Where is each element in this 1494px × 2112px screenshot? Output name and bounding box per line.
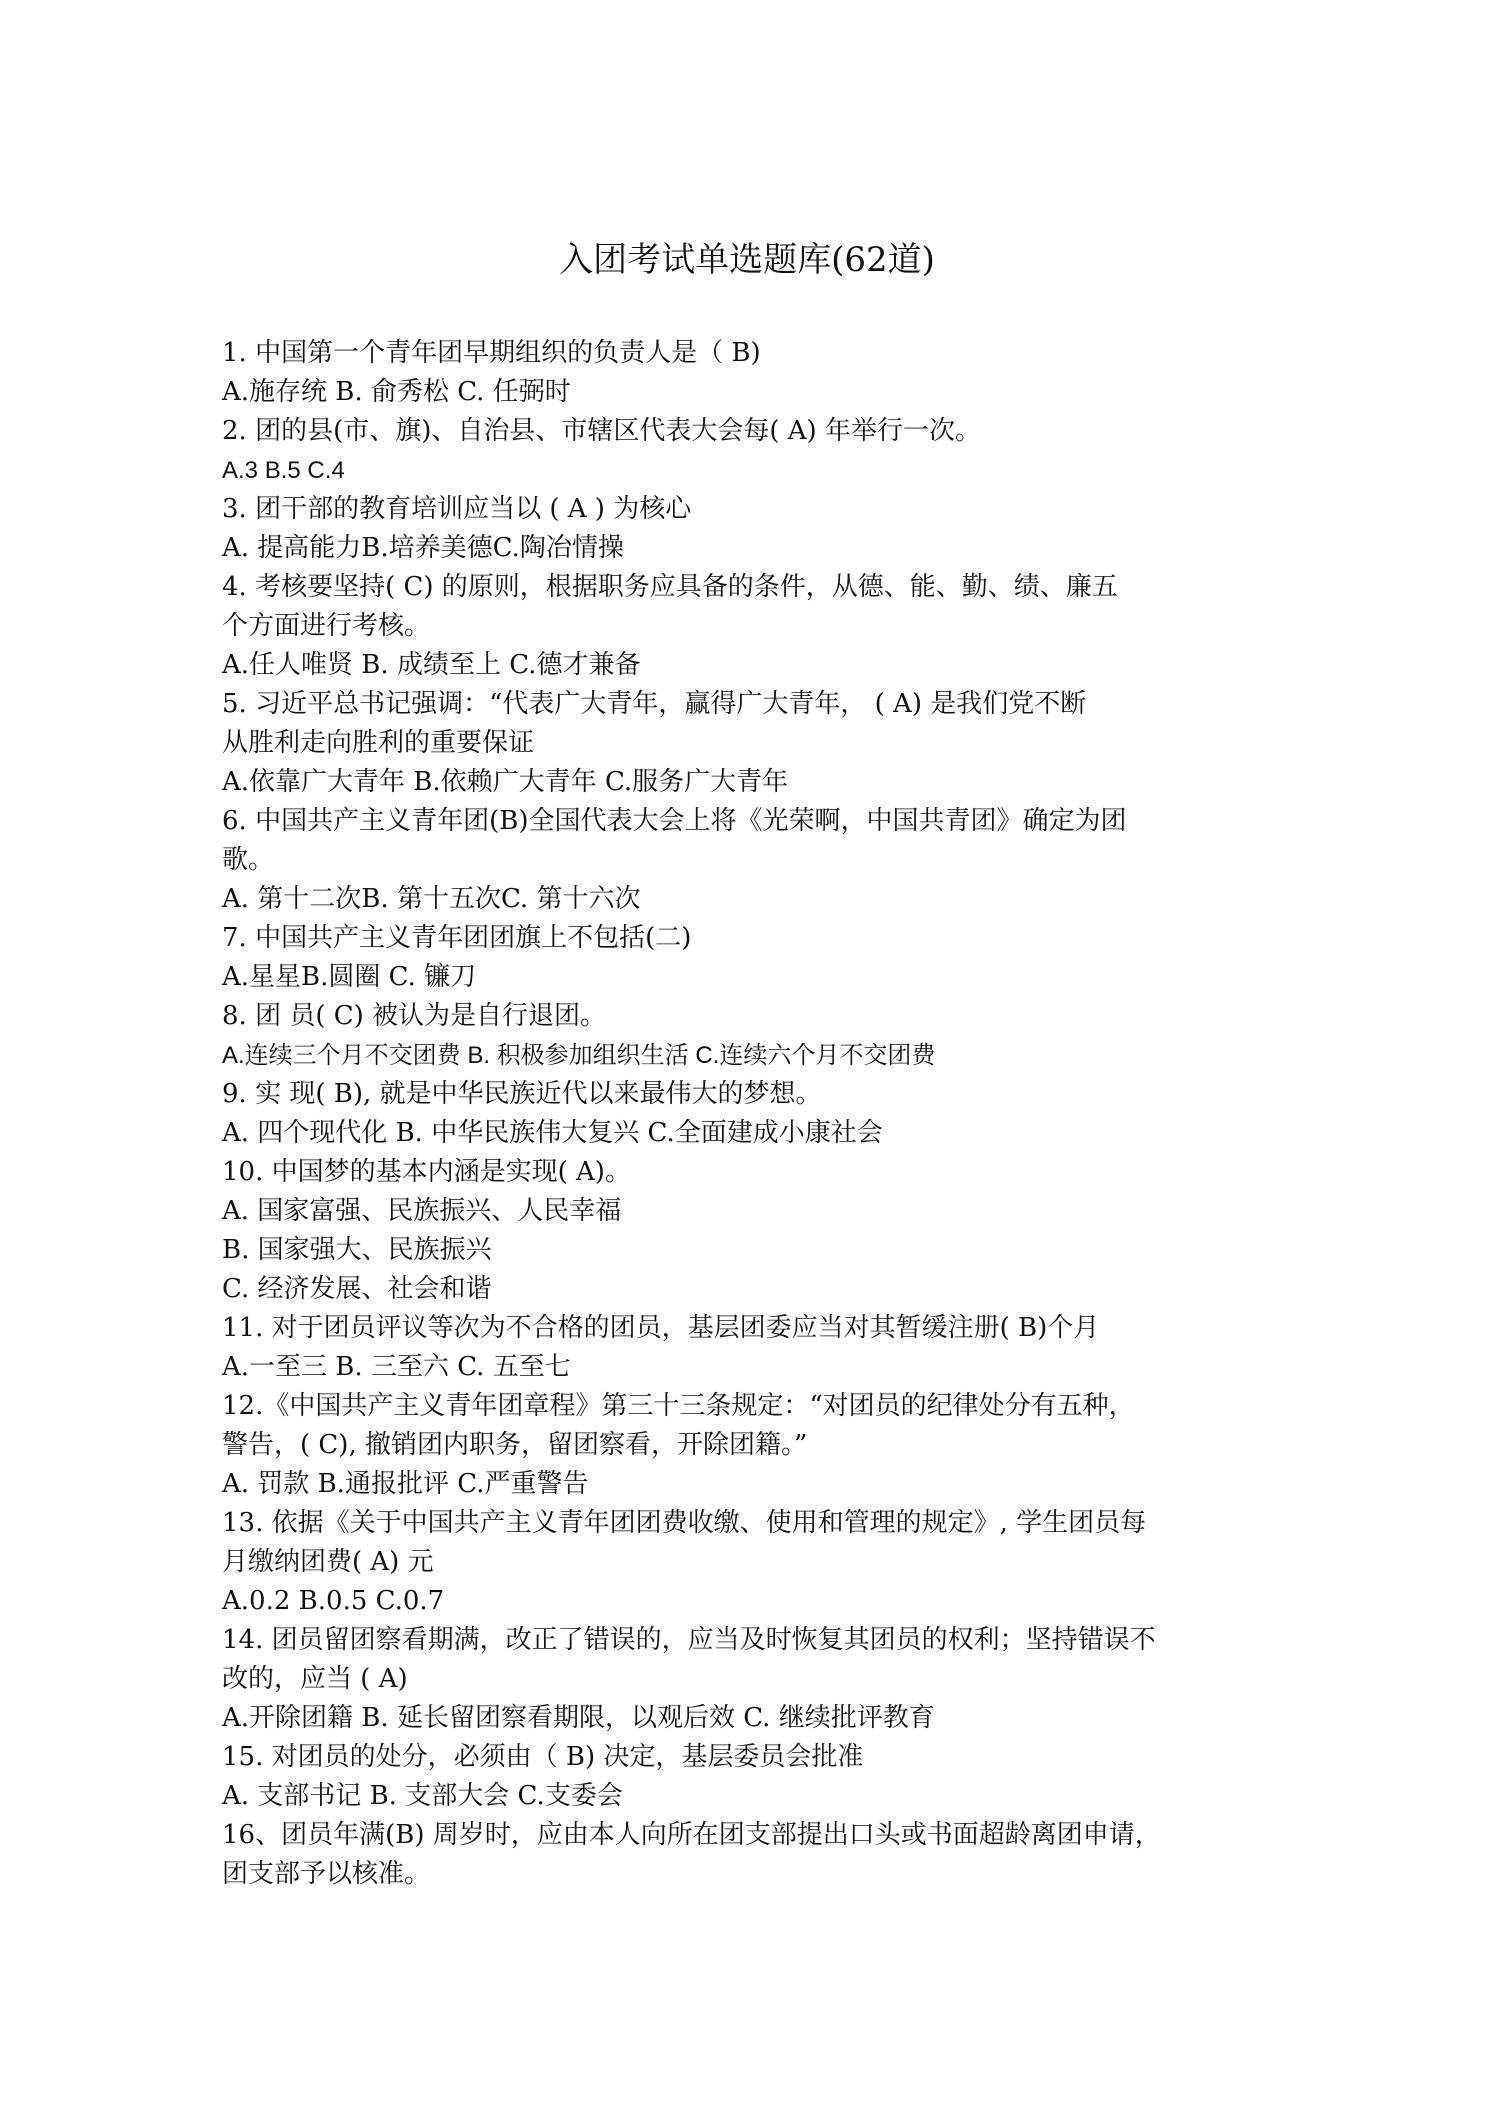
- question-2: 2. 团的县(市、旗)、自治县、市辖区代表大会每( A) 年举行一次。: [222, 416, 981, 446]
- document-title: 入团考试单选题库(62道): [559, 240, 935, 280]
- question-11-options: A.一至三 B. 三至六 C. 五至七: [222, 1352, 571, 1382]
- question-2-options: A.3 B.5 C.4: [222, 457, 345, 484]
- question-5: 5. 习近平总书记强调：“代表广大青年，赢得广大青年， ( A) 是我们党不断: [222, 689, 1087, 719]
- question-7: 7. 中国共产主义青年团团旗上不包括(二): [222, 923, 692, 953]
- question-8: 8. 团 员( C) 被认为是自行退团。: [222, 1001, 607, 1031]
- question-9: 9. 实 现( B), 就是中华民族近代以来最伟大的梦想。: [222, 1079, 822, 1109]
- question-1-options: A.施存统 B. 俞秀松 C. 任弼时: [222, 377, 571, 407]
- question-list: [222, 334, 1282, 1894]
- question-13-continued: 月缴纳团费( A) 元: [222, 1547, 434, 1577]
- question-9-options: A. 四个现代化 B. 中华民族伟大复兴 C.全面建成小康社会: [222, 1118, 883, 1148]
- question-14: 14. 团员留团察看期满，改正了错误的，应当及时恢复其团员的权利；坚持错误不: [222, 1625, 1156, 1655]
- question-4-continued: 个方面进行考核。: [222, 611, 431, 641]
- question-13: 13. 依据《关于中国共产主义青年团团费收缴、使用和管理的规定》, 学生团员每: [222, 1508, 1147, 1538]
- question-8-options: A.连续三个月不交团费 B. 积极参加组织生活 C.连续六个月不交团费: [222, 1042, 936, 1069]
- question-7-options: A.星星B.圆圈 C. 镰刀: [222, 962, 477, 992]
- question-1: 1. 中国第一个青年团早期组织的负责人是（ B): [222, 338, 761, 368]
- question-14-options: A.开除团籍 B. 延长留团察看期限，以观后效 C. 继续批评教育: [222, 1703, 935, 1733]
- question-14-continued: 改的，应当 ( A): [222, 1664, 408, 1694]
- question-4: 4. 考核要坚持( C) 的原则，根据职务应具备的条件，从德、能、勤、绩、廉五: [222, 572, 1118, 602]
- question-6-options: A. 第十二次B. 第十五次C. 第十六次: [222, 884, 641, 914]
- question-13-options: A.0.2 B.0.5 C.0.7: [222, 1586, 445, 1616]
- question-16: 16、团员年满(B) 周岁时，应由本人向所在团支部提出口头或书面超龄离团申请，: [222, 1820, 1161, 1850]
- question-16-continued: 团支部予以核准。: [222, 1859, 431, 1889]
- question-12-options: A. 罚款 B.通报批评 C.严重警告: [222, 1469, 589, 1499]
- question-10-option-a: A. 国家富强、民族振兴、人民幸福: [222, 1196, 622, 1226]
- question-12-continued: 警告，( C), 撤销团内职务，留团察看，开除团籍。”: [222, 1430, 808, 1460]
- question-10-option-b: B. 国家强大、民族振兴: [222, 1235, 492, 1265]
- question-10: 10. 中国梦的基本内涵是实现( A)。: [222, 1157, 631, 1187]
- question-10-option-c: C. 经济发展、社会和谐: [222, 1274, 492, 1304]
- question-5-options: A.依靠广大青年 B.依赖广大青年 C.服务广大青年: [222, 767, 789, 797]
- question-6: 6. 中国共产主义青年团(B)全国代表大会上将《光荣啊，中国共青团》确定为团: [222, 806, 1127, 836]
- question-4-options: A.任人唯贤 B. 成绩至上 C.德才兼备: [222, 650, 641, 680]
- question-3: 3. 团干部的教育培训应当以 ( A ) 为核心: [222, 494, 692, 524]
- question-6-continued: 歌。: [222, 845, 275, 875]
- question-12: 12.《中国共产主义青年团章程》第三十三条规定：“对团员的纪律处分有五种，: [222, 1391, 1135, 1421]
- question-15-options: A. 支部书记 B. 支部大会 C.支委会: [222, 1781, 623, 1811]
- question-3-options: A. 提高能力B.培养美德C.陶冶情操: [222, 533, 624, 563]
- question-15: 15. 对团员的处分，必须由（ B) 决定，基层委员会批准: [222, 1742, 864, 1772]
- question-5-continued: 从胜利走向胜利的重要保证: [222, 728, 535, 758]
- question-11: 11. 对于团员评议等次为不合格的团员，基层团委应当对其暂缓注册( B)个月: [222, 1313, 1100, 1343]
